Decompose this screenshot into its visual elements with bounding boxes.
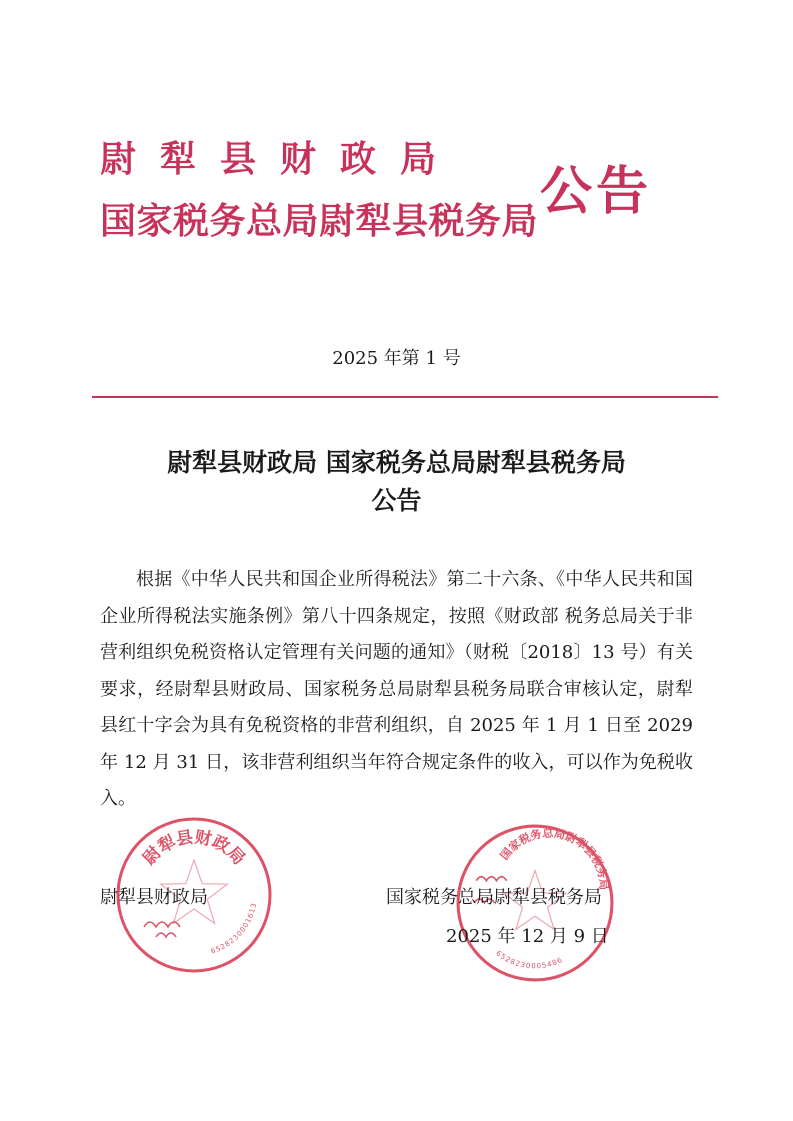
signature-finance-bureau: 尉犁县财政局 xyxy=(100,887,208,908)
signature-date: 2025 年 12 月 9 日 xyxy=(446,926,609,947)
svg-text:尉犁县财政局 xyxy=(139,827,248,870)
seal-left-org-text: 尉犁县财政局 xyxy=(139,827,249,870)
body-paragraph: 根据《中华人民共和国企业所得税法》第二十六条、《中华人民共和国企业所得税法实施条例》第八十四条规定，按照《财政部 税务总局关于非营利组织免税资格认定管理有关问题的通知》（财税〔2018〕13 号）有关要求，经尉犁县财政局、国家税务总局尉犁县税务局联合审核认定，尉犁县红十字会为具有免税资格的非营利组织，自 2025 年 1 月 1 日至 2029 年 12 月 31 日，该非营利组织当年符合规定条件的收入，可以作为免税收入。 xyxy=(100,569,693,809)
seal-right-number: 6528230005486 xyxy=(494,948,565,971)
header-notice-word: 公告 xyxy=(540,162,653,222)
signature-tax-bureau: 国家税务总局尉犁县税务局 xyxy=(386,887,602,908)
seal-left-number: 6528230001613 xyxy=(209,901,259,956)
document-title-line1: 尉犁县财政局 国家税务总局尉犁县税务局 xyxy=(167,448,626,477)
document-number: 2025 年第 1 号 xyxy=(332,348,461,369)
header-org-tax-bureau: 国家税务总局尉犁县税务局 xyxy=(100,201,539,242)
svg-text:6528230001613 xyxy=(210,902,258,956)
svg-text:6528230005486 xyxy=(494,949,564,971)
seal-right-org-text: 国家税务总局尉犁县税务局 xyxy=(497,826,611,891)
seal-left-uyghur-script xyxy=(144,922,180,937)
svg-text:国家税务总局尉犁县税务局 xyxy=(497,826,610,891)
document-title-line2: 公告 xyxy=(371,486,422,515)
red-divider-line xyxy=(92,396,718,398)
header-org-finance-bureau: 尉犁县财政局 xyxy=(100,139,461,180)
